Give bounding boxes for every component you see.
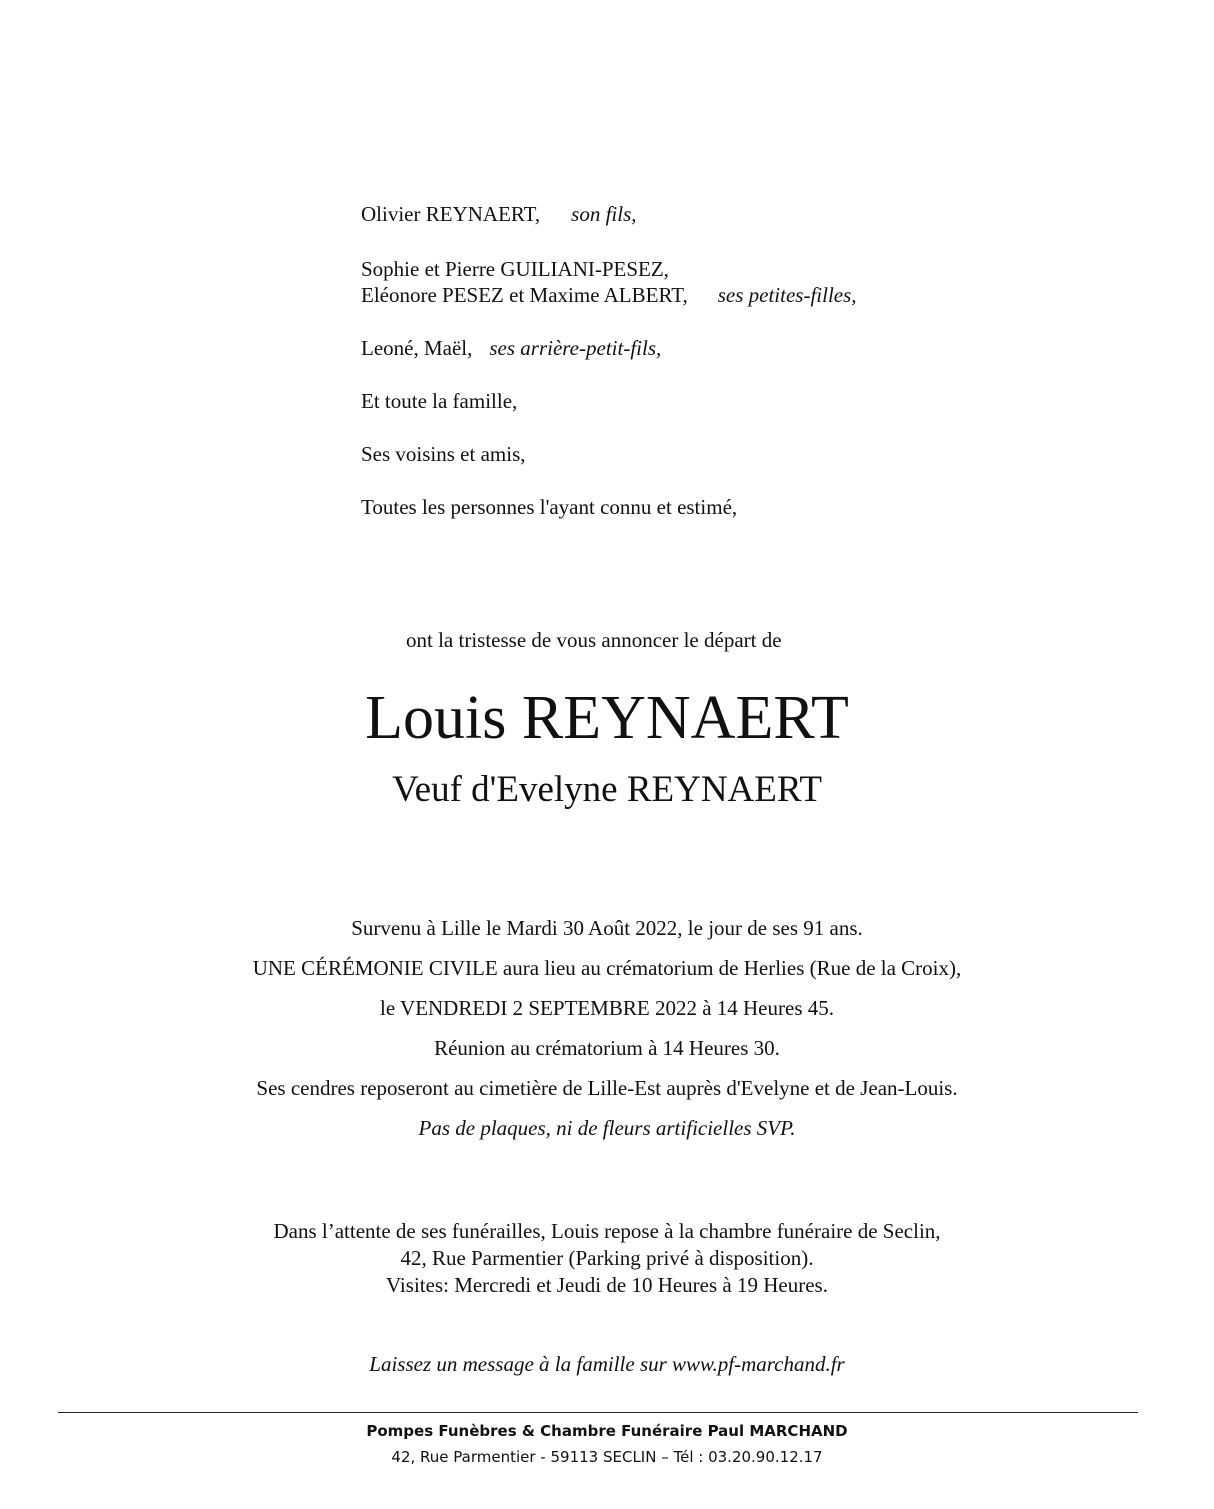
detail-note: Pas de plaques, ni de fleurs artificielles SVP. [418, 1116, 796, 1140]
son-relation: son fils, [571, 202, 637, 226]
granddaughters-names: Eléonore PESEZ et Maxime ALBERT, [361, 283, 688, 307]
deceased-name: Louis REYNAERT [365, 684, 849, 752]
deceased-subtitle: Veuf d'Evelyne REYNAERT [392, 769, 822, 810]
whole-family-line: Et toute la famille, [361, 389, 518, 413]
detail-line-date: le VENDREDI 2 SEPTEMBRE 2022 à 14 Heures 45. [380, 996, 834, 1020]
visit-line-3: Visites: Mercredi et Jeudi de 10 Heures à 19 Heures. [386, 1273, 828, 1297]
detail-line-ashes: Ses cendres reposeront au cimetière de Lille-Est auprès d'Evelyne et de Jean-Louis. [256, 1076, 958, 1100]
detail-line-meeting: Réunion au crématorium à 14 Heures 30. [434, 1036, 780, 1060]
message-line: Laissez un message à la famille sur www.pf-marchand.fr [369, 1352, 845, 1376]
footer-address: 42, Rue Parmentier - 59113 SECLIN – Tél : 03.20.90.12.17 [391, 1448, 823, 1466]
visit-line-2: 42, Rue Parmentier (Parking privé à disposition). [400, 1246, 814, 1270]
detail-line-ceremony: UNE CÉRÉMONIE CIVILE aura lieu au crématorium de Herlies (Rue de la Croix), [252, 956, 962, 980]
granddaughters-line-2 [361, 282, 857, 308]
granddaughters-line-1: Sophie et Pierre GUILIANI-PESEZ, [361, 257, 669, 281]
announcement-text: ont la tristesse de vous annoncer le départ de [406, 628, 782, 652]
neighbors-line: Ses voisins et amis, [361, 442, 526, 466]
detail-line-death: Survenu à Lille le Mardi 30 Août 2022, le jour de ses 91 ans. [351, 916, 863, 940]
son-name: Olivier REYNAERT, [361, 202, 541, 226]
footer-company: Pompes Funèbres & Chambre Funéraire Paul MARCHAND [366, 1422, 848, 1440]
footer-divider [58, 1412, 1138, 1413]
granddaughters-relation: ses petites-filles, [717, 283, 857, 307]
great-grandsons-relation: ses arrière-petit-fils, [489, 336, 662, 360]
family-son-line [361, 201, 637, 227]
great-grandsons-line [361, 335, 661, 361]
visit-line-1: Dans l’attente de ses funérailles, Louis repose à la chambre funéraire de Seclin, [273, 1219, 941, 1243]
acquaintances-line: Toutes les personnes l'ayant connu et estimé, [361, 495, 738, 519]
great-grandsons-names: Leoné, Maël, [361, 336, 473, 360]
